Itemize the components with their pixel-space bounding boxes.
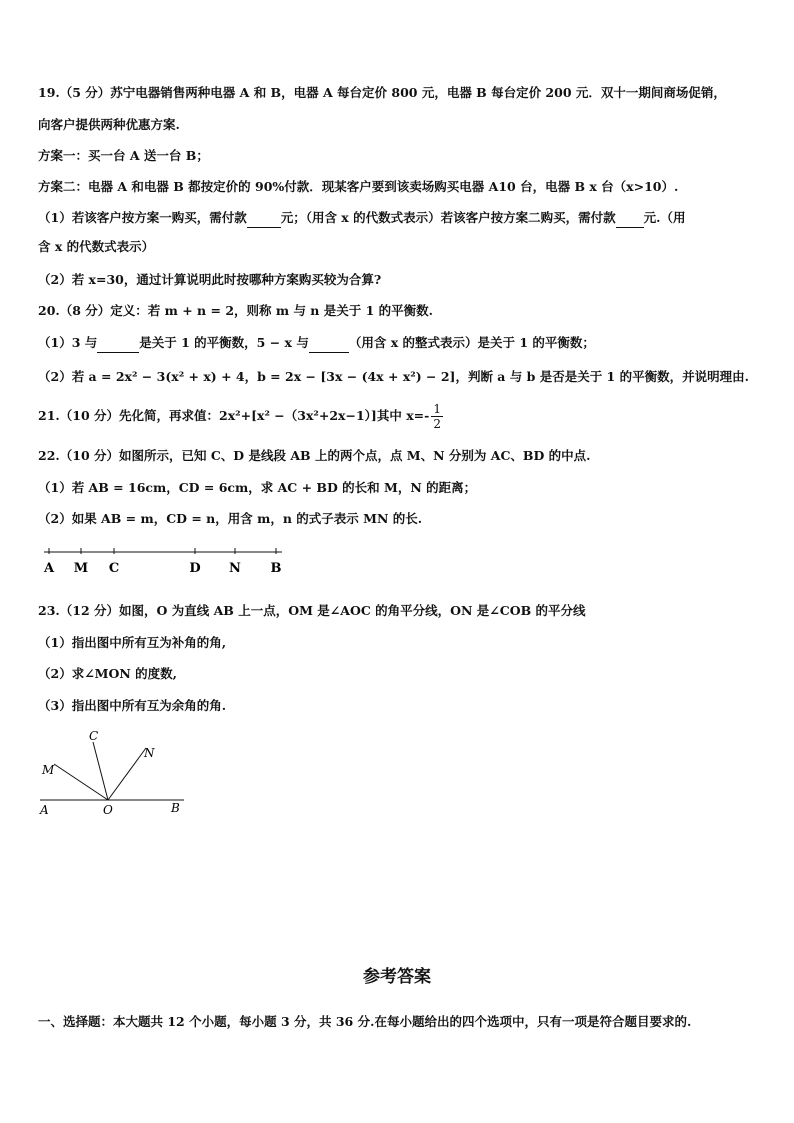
label-A: A (43, 561, 55, 576)
fraction-numerator: 1 (433, 402, 441, 416)
label-B: B (270, 561, 282, 576)
q19-part1-text-b: 元；（用含 x 的代数式表示）若该客户按方案二购买，需付款 (280, 210, 616, 225)
q19-line-3: 方案一：买一台 A 送一台 B； (38, 148, 209, 163)
q20-part1-text-b: 是关于 1 的平衡数，5 − x 与 (139, 335, 309, 350)
label-B: B (171, 801, 180, 815)
q23-line-3: （2）求∠MON 的度数, (38, 666, 178, 681)
q19-line-7: （2）若 x=30，通过计算说明此时按哪种方案购买较为合算? (38, 272, 382, 287)
angle-diagram (34, 724, 194, 819)
answer-blank[interactable] (616, 209, 644, 228)
answers-section-1: 一、选择题：本大题共 12 个小题，每小题 3 分，共 36 分.在每小题给出的四个选项中，只有一项是符合题目要求的. (38, 1014, 692, 1029)
q21-text: 21.（10 分）先化简，再求值：2x²+[x² −（3x²+2x−1）]其中 x=- (38, 408, 430, 423)
q22-line-3: （2）如果 AB = m，CD = n，用含 m，n 的式子表示 MN 的长. (38, 511, 423, 526)
q19-line-5 (38, 209, 685, 228)
segment-diagram (40, 542, 290, 578)
q19-part1-text-c: 元.（用 (643, 210, 686, 225)
q23-line-2: （1）指出图中所有互为补角的角, (38, 635, 227, 650)
q19-line-1: 19.（5 分）苏宁电器销售两种电器 A 和 B，电器 A 每台定价 800 元，电器 B 每台定价 200 元．双十一期间商场促销， (38, 85, 726, 100)
q19-line-6: 含 x 的代数式表示） (38, 239, 155, 254)
label-C: C (89, 729, 99, 743)
ray-ON (108, 748, 146, 800)
label-A: A (40, 803, 49, 817)
label-O: O (103, 803, 113, 817)
q19-line-2: 向客户提供两种优惠方案. (38, 117, 180, 132)
answer-blank[interactable] (247, 209, 281, 228)
q21-line (38, 402, 443, 431)
q20-line-2 (38, 334, 595, 353)
q19-part1-text: （1）若该客户按方案一购买，需付款 (38, 210, 247, 225)
q20-line-1: 20.（8 分）定义：若 m + n = 2，则称 m 与 n 是关于 1 的平衡数. (38, 303, 433, 318)
q20-line-3: （2）若 a = 2x² − 3(x² + x) + 4，b = 2x − [3x − (4x + x²) − 2]，判断 a 与 b 是否是关于 1 的平衡数，并说明理由. (38, 369, 749, 384)
q19-line-4: 方案二：电器 A 和电器 B 都按定价的 90%付款．现某客户要到该卖场购买电器 A10 台，电器 B x 台（x>10）. (38, 179, 679, 194)
answers-title: 参考答案 (363, 967, 431, 987)
label-N: N (144, 746, 155, 760)
label-M: M (42, 763, 55, 777)
fraction-denominator: 2 (433, 417, 441, 431)
q20-part1-text: （1）3 与 (38, 335, 98, 350)
label-M: M (73, 561, 89, 576)
q22-line-1: 22.（10 分）如图所示，已知 C、D 是线段 AB 上的两个点，点 M、N 分别为 AC、BD 的中点. (38, 448, 591, 463)
q23-line-4: （3）指出图中所有互为余角的角. (38, 698, 227, 713)
label-D: D (189, 561, 201, 576)
q20-part1-text-c: （用含 x 的整式表示）是关于 1 的平衡数； (348, 335, 595, 350)
label-N: N (229, 561, 241, 576)
answer-blank[interactable] (309, 334, 349, 353)
answer-blank[interactable] (97, 334, 139, 353)
q23-line-1: 23.（12 分）如图，O 为直线 AB 上一点，OM 是∠AOC 的角平分线，ON 是∠COB 的平分线 (38, 603, 586, 618)
fraction (431, 402, 443, 431)
label-C: C (108, 561, 120, 576)
q22-line-2: （1）若 AB = 16cm，CD = 6cm，求 AC + BD 的长和 M，N 的距离； (38, 480, 477, 495)
